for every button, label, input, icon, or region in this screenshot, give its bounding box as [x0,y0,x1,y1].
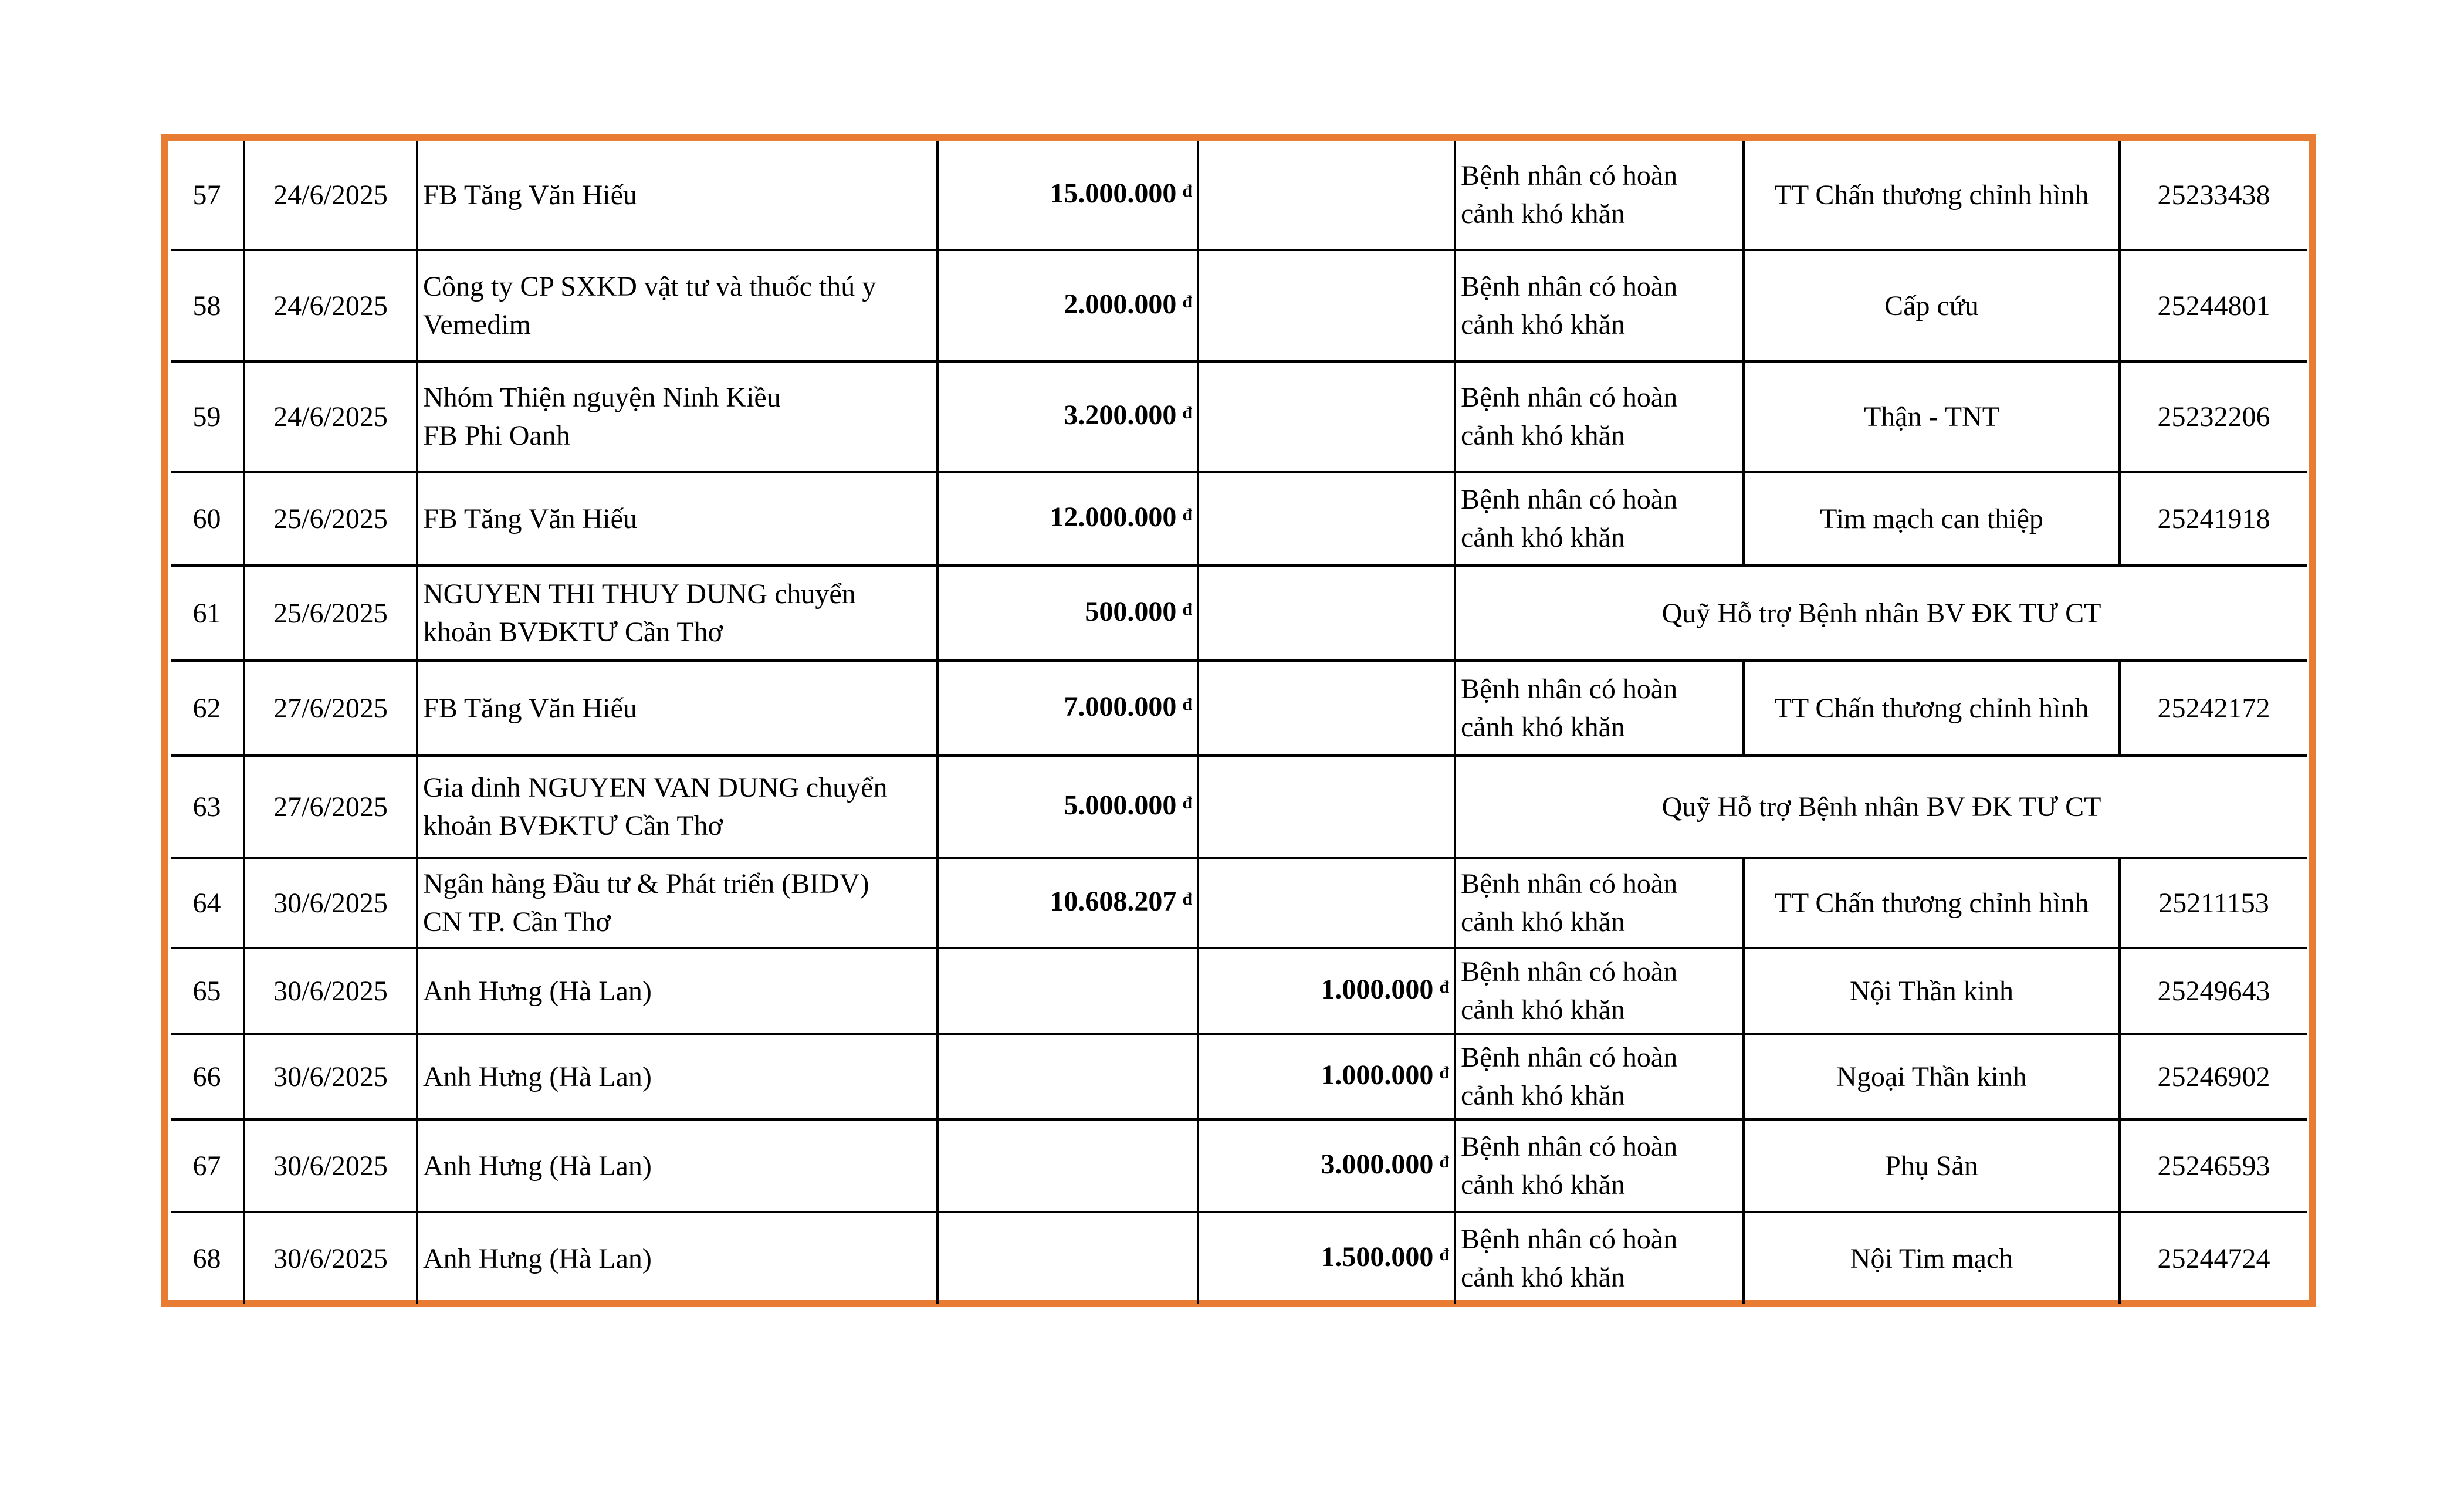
purpose-cell-line: cảnh khó khăn [1461,198,1625,229]
amount-value: 1.500.000 [1321,1241,1434,1272]
currency-symbol: đ [1182,402,1192,422]
purpose-cell [1455,1212,1744,1304]
date-cell: 30/6/2025 [244,1212,417,1304]
table-row [171,566,2307,661]
donation-table [171,141,2307,1304]
patient-code-cell: 25249643 [2120,948,2307,1034]
purpose-cell [1455,948,1744,1034]
amount-cell [937,661,1198,756]
amount-alt-cell [1198,1119,1455,1212]
purpose-cell-line: Bệnh nhân có hoàn [1461,1131,1678,1162]
date-cell: 27/6/2025 [244,756,417,858]
amount-value: 1.000.000 [1321,1059,1434,1091]
table-row [171,858,2307,948]
patient-code-cell: 25246593 [2120,1119,2307,1212]
fund-cell: Quỹ Hỗ trợ Bệnh nhân BV ĐK TƯ CT [1455,566,2307,661]
amount-alt-cell [1198,858,1455,948]
donor-name-cell-line: FB Phi Oanh [423,420,570,451]
donor-name-cell-line: Anh Hưng (Hà Lan) [423,1061,652,1092]
amount-cell [937,361,1198,472]
department-cell: Phụ Sản [1744,1119,2120,1212]
row-number-cell: 61 [171,566,244,661]
row-number-cell: 66 [171,1034,244,1119]
donor-name-cell [417,141,937,250]
amount-alt-cell [1198,250,1455,361]
donor-name-cell-line: Nhóm Thiện nguyện Ninh Kiều [423,382,781,413]
donor-name-cell [417,472,937,566]
row-number-cell: 63 [171,756,244,858]
currency-symbol: đ [1182,181,1192,201]
amount-value: 12.000.000 [1050,501,1177,533]
purpose-cell [1455,1034,1744,1119]
amount-cell [937,948,1198,1034]
patient-code-cell: 25232206 [2120,361,2307,472]
purpose-cell-line: cảnh khó khăn [1461,309,1625,340]
row-number-cell: 59 [171,361,244,472]
amount-cell [937,858,1198,948]
department-cell: Ngoại Thần kinh [1744,1034,2120,1119]
currency-symbol: đ [1182,793,1192,813]
amount-value: 15.000.000 [1050,177,1177,209]
department-cell: Tim mạch can thiệp [1744,472,2120,566]
donor-name-cell-line: Anh Hưng (Hà Lan) [423,975,652,1007]
fund-cell: Quỹ Hỗ trợ Bệnh nhân BV ĐK TƯ CT [1455,756,2307,858]
department-cell: Thận - TNT [1744,361,2120,472]
date-cell: 25/6/2025 [244,566,417,661]
purpose-cell [1455,361,1744,472]
donor-name-cell [417,1034,937,1119]
currency-symbol: đ [1439,977,1449,997]
table-row [171,1212,2307,1304]
purpose-cell [1455,661,1744,756]
purpose-cell-line: Bệnh nhân có hoàn [1461,868,1678,899]
currency-symbol: đ [1182,889,1192,909]
donor-name-cell [417,361,937,472]
row-number-cell: 60 [171,472,244,566]
amount-alt-cell [1198,661,1455,756]
amount-cell [937,756,1198,858]
donor-name-cell-line: Vemedim [423,309,531,340]
table-row [171,361,2307,472]
date-cell: 24/6/2025 [244,361,417,472]
amount-alt-cell [1198,141,1455,250]
date-cell: 30/6/2025 [244,948,417,1034]
donor-name-cell-line: NGUYEN THI THUY DUNG chuyển [423,578,856,610]
patient-code-cell: 25211153 [2120,858,2307,948]
donor-name-cell-line: Ngân hàng Đầu tư & Phát triển (BIDV) [423,868,869,899]
purpose-cell-line: Bệnh nhân có hoàn [1461,160,1678,191]
department-cell: TT Chấn thương chỉnh hình [1744,141,2120,250]
amount-cell [937,1119,1198,1212]
donor-name-cell-line: Anh Hưng (Hà Lan) [423,1150,652,1182]
purpose-cell [1455,858,1744,948]
purpose-cell-line: cảnh khó khăn [1461,1262,1625,1293]
row-number-cell: 68 [171,1212,244,1304]
amount-alt-cell [1198,756,1455,858]
donor-name-cell [417,948,937,1034]
amount-value: 10.608.207 [1050,885,1177,917]
department-cell: Nội Thần kinh [1744,948,2120,1034]
patient-code-cell: 25241918 [2120,472,2307,566]
amount-cell [937,1212,1198,1304]
date-cell: 30/6/2025 [244,1119,417,1212]
amount-cell [937,1034,1198,1119]
donor-name-cell-line: CN TP. Cần Thơ [423,906,611,937]
currency-symbol: đ [1439,1152,1449,1172]
amount-value: 1.000.000 [1321,973,1434,1005]
donor-name-cell [417,1212,937,1304]
currency-symbol: đ [1439,1062,1449,1082]
amount-value: 500.000 [1085,595,1177,627]
purpose-cell-line: Bệnh nhân có hoàn [1461,1042,1678,1073]
donor-name-cell-line: Gia dinh NGUYEN VAN DUNG chuyển [423,772,888,803]
purpose-cell-line: Bệnh nhân có hoàn [1461,382,1678,413]
purpose-cell-line: Bệnh nhân có hoàn [1461,1224,1678,1255]
purpose-cell-line: cảnh khó khăn [1461,1080,1625,1111]
donor-name-cell-line: Anh Hưng (Hà Lan) [423,1243,652,1274]
amount-value: 5.000.000 [1064,789,1177,821]
donor-name-cell [417,566,937,661]
row-number-cell: 65 [171,948,244,1034]
amount-alt-cell [1198,361,1455,472]
date-cell: 24/6/2025 [244,141,417,250]
date-cell: 24/6/2025 [244,250,417,361]
amount-value: 3.000.000 [1321,1148,1434,1180]
patient-code-cell: 25244801 [2120,250,2307,361]
department-cell: Nội Tim mạch [1744,1212,2120,1304]
donor-name-cell-line: khoản BVĐKTƯ Cần Thơ [423,810,723,841]
amount-alt-cell [1198,948,1455,1034]
patient-code-cell: 25233438 [2120,141,2307,250]
currency-symbol: đ [1182,505,1192,524]
table-row [171,1119,2307,1212]
table-row [171,948,2307,1034]
amount-cell [937,566,1198,661]
department-cell: Cấp cứu [1744,250,2120,361]
donor-name-cell-line: Công ty CP SXKD vật tư và thuốc thú y [423,271,876,302]
date-cell: 30/6/2025 [244,1034,417,1119]
purpose-cell-line: cảnh khó khăn [1461,420,1625,451]
table-row [171,661,2307,756]
patient-code-cell: 25244724 [2120,1212,2307,1304]
purpose-cell-line: cảnh khó khăn [1461,522,1625,553]
patient-code-cell: 25246902 [2120,1034,2307,1119]
table-row [171,472,2307,566]
purpose-cell-line: Bệnh nhân có hoàn [1461,484,1678,515]
donor-name-cell [417,661,937,756]
amount-value: 7.000.000 [1064,691,1177,722]
purpose-cell-line: cảnh khó khăn [1461,712,1625,743]
table-row [171,250,2307,361]
row-number-cell: 67 [171,1119,244,1212]
amount-cell [937,472,1198,566]
table-row [171,1034,2307,1119]
purpose-cell-line: Bệnh nhân có hoàn [1461,271,1678,302]
row-number-cell: 64 [171,858,244,948]
department-cell: TT Chấn thương chỉnh hình [1744,858,2120,948]
table-body [171,141,2307,1304]
purpose-cell-line: cảnh khó khăn [1461,994,1625,1025]
row-number-cell: 62 [171,661,244,756]
purpose-cell [1455,472,1744,566]
purpose-cell-line: Bệnh nhân có hoàn [1461,956,1678,987]
amount-value: 3.200.000 [1064,399,1177,431]
currency-symbol: đ [1182,599,1192,619]
donor-name-cell [417,756,937,858]
donor-name-cell-line: FB Tăng Văn Hiếu [423,692,637,724]
row-number-cell: 58 [171,250,244,361]
donor-name-cell-line: FB Tăng Văn Hiếu [423,179,637,211]
donor-name-cell [417,858,937,948]
amount-alt-cell [1198,1212,1455,1304]
amount-alt-cell [1198,1034,1455,1119]
donor-name-cell [417,250,937,361]
donor-name-cell-line: FB Tăng Văn Hiếu [423,503,637,534]
currency-symbol: đ [1182,694,1192,714]
table-row [171,756,2307,858]
table-row [171,141,2307,250]
date-cell: 27/6/2025 [244,661,417,756]
amount-cell [937,250,1198,361]
purpose-cell-line: cảnh khó khăn [1461,906,1625,937]
department-cell: TT Chấn thương chỉnh hình [1744,661,2120,756]
purpose-cell-line: cảnh khó khăn [1461,1169,1625,1200]
purpose-cell [1455,250,1744,361]
purpose-cell [1455,1119,1744,1212]
currency-symbol: đ [1182,292,1192,312]
donor-name-cell-line: khoản BVĐKTƯ Cần Thơ [423,617,723,648]
date-cell: 25/6/2025 [244,472,417,566]
patient-code-cell: 25242172 [2120,661,2307,756]
purpose-cell-line: Bệnh nhân có hoàn [1461,673,1678,705]
row-number-cell: 57 [171,141,244,250]
amount-alt-cell [1198,566,1455,661]
currency-symbol: đ [1439,1244,1449,1264]
amount-cell [937,141,1198,250]
donor-name-cell [417,1119,937,1212]
amount-value: 2.000.000 [1064,288,1177,320]
purpose-cell [1455,141,1744,250]
date-cell: 30/6/2025 [244,858,417,948]
amount-alt-cell [1198,472,1455,566]
